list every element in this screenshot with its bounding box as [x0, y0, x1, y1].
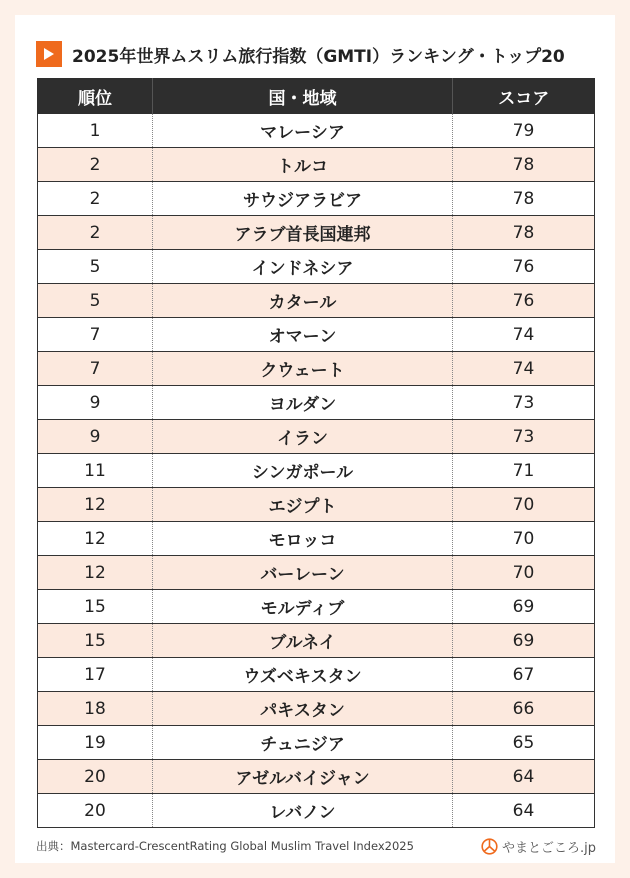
- table-row: [38, 182, 595, 216]
- score-cell: 74: [453, 318, 595, 352]
- score-cell: 79: [453, 114, 595, 148]
- rank-cell: 12: [38, 522, 153, 556]
- rank-cell: 9: [38, 420, 153, 454]
- score-cell: 74: [453, 352, 595, 386]
- rank-cell: 12: [38, 556, 153, 590]
- footer: [36, 835, 596, 857]
- rank-cell: 20: [38, 794, 153, 828]
- table-row: [38, 488, 595, 522]
- score-cell: 73: [453, 420, 595, 454]
- rank-cell: 18: [38, 692, 153, 726]
- page-title: 2025年世界ムスリム旅行指数（GMTI）ランキング・トップ20: [72, 46, 565, 67]
- hanging-mobile-logo-icon: [481, 838, 498, 855]
- score-cell: 70: [453, 522, 595, 556]
- rank-cell: 2: [38, 148, 153, 182]
- table-row: [38, 284, 595, 318]
- table-row: [38, 148, 595, 182]
- rank-cell: 17: [38, 658, 153, 692]
- country-cell: ヨルダン: [153, 386, 453, 420]
- header-score: スコア: [453, 78, 595, 114]
- table-row: [38, 624, 595, 658]
- score-cell: 69: [453, 624, 595, 658]
- rank-cell: 5: [38, 284, 153, 318]
- score-cell: 64: [453, 794, 595, 828]
- country-cell: バーレーン: [153, 556, 453, 590]
- country-cell: マレーシア: [153, 114, 453, 148]
- country-cell: エジプト: [153, 488, 453, 522]
- score-cell: 78: [453, 182, 595, 216]
- table-row: [38, 726, 595, 760]
- score-cell: 76: [453, 284, 595, 318]
- rank-cell: 11: [38, 454, 153, 488]
- country-cell: アゼルバイジャン: [153, 760, 453, 794]
- country-cell: ウズベキスタン: [153, 658, 453, 692]
- table-row: [38, 386, 595, 420]
- score-cell: 70: [453, 488, 595, 522]
- country-cell: カタール: [153, 284, 453, 318]
- brand-logo: [481, 837, 596, 856]
- table-row: [38, 692, 595, 726]
- rank-cell: 12: [38, 488, 153, 522]
- score-cell: 64: [453, 760, 595, 794]
- country-cell: インドネシア: [153, 250, 453, 284]
- country-cell: モルディブ: [153, 590, 453, 624]
- country-cell: レバノン: [153, 794, 453, 828]
- table-row: [38, 250, 595, 284]
- country-cell: ブルネイ: [153, 624, 453, 658]
- table-body: [38, 114, 595, 828]
- country-cell: チュニジア: [153, 726, 453, 760]
- score-cell: 69: [453, 590, 595, 624]
- rank-cell: 1: [38, 114, 153, 148]
- country-cell: オマーン: [153, 318, 453, 352]
- score-cell: 71: [453, 454, 595, 488]
- table-row: [38, 522, 595, 556]
- rank-cell: 2: [38, 182, 153, 216]
- country-cell: パキスタン: [153, 692, 453, 726]
- rank-cell: 15: [38, 624, 153, 658]
- score-cell: 66: [453, 692, 595, 726]
- country-cell: モロッコ: [153, 522, 453, 556]
- country-cell: シンガポール: [153, 454, 453, 488]
- score-cell: 78: [453, 216, 595, 250]
- rank-cell: 20: [38, 760, 153, 794]
- title-row: [36, 41, 565, 67]
- rank-cell: 5: [38, 250, 153, 284]
- ranking-card: [15, 15, 615, 863]
- table-row: [38, 794, 595, 828]
- score-cell: 73: [453, 386, 595, 420]
- table-row: [38, 760, 595, 794]
- table-row: [38, 114, 595, 148]
- table-header-row: [38, 78, 595, 114]
- score-cell: 67: [453, 658, 595, 692]
- table-row: [38, 590, 595, 624]
- table-row: [38, 352, 595, 386]
- table-row: [38, 658, 595, 692]
- rank-cell: 19: [38, 726, 153, 760]
- header-country: 国・地域: [153, 78, 453, 114]
- score-cell: 70: [453, 556, 595, 590]
- country-cell: クウェート: [153, 352, 453, 386]
- table-row: [38, 216, 595, 250]
- country-cell: アラブ首長国連邦: [153, 216, 453, 250]
- country-cell: イラン: [153, 420, 453, 454]
- rank-cell: 9: [38, 386, 153, 420]
- source-note: 出典：Mastercard-CrescentRating Global Muslim Travel Index2025: [36, 839, 414, 853]
- country-cell: トルコ: [153, 148, 453, 182]
- header-rank: 順位: [38, 78, 153, 114]
- table-row: [38, 454, 595, 488]
- rank-cell: 7: [38, 318, 153, 352]
- score-cell: 78: [453, 148, 595, 182]
- rank-cell: 2: [38, 216, 153, 250]
- table-row: [38, 420, 595, 454]
- play-icon: [36, 41, 62, 67]
- brand-name: やまとごころ.jp: [502, 840, 596, 856]
- score-cell: 76: [453, 250, 595, 284]
- country-cell: サウジアラビア: [153, 182, 453, 216]
- table-row: [38, 318, 595, 352]
- score-cell: 65: [453, 726, 595, 760]
- table-row: [38, 556, 595, 590]
- ranking-table: [37, 78, 595, 828]
- rank-cell: 7: [38, 352, 153, 386]
- rank-cell: 15: [38, 590, 153, 624]
